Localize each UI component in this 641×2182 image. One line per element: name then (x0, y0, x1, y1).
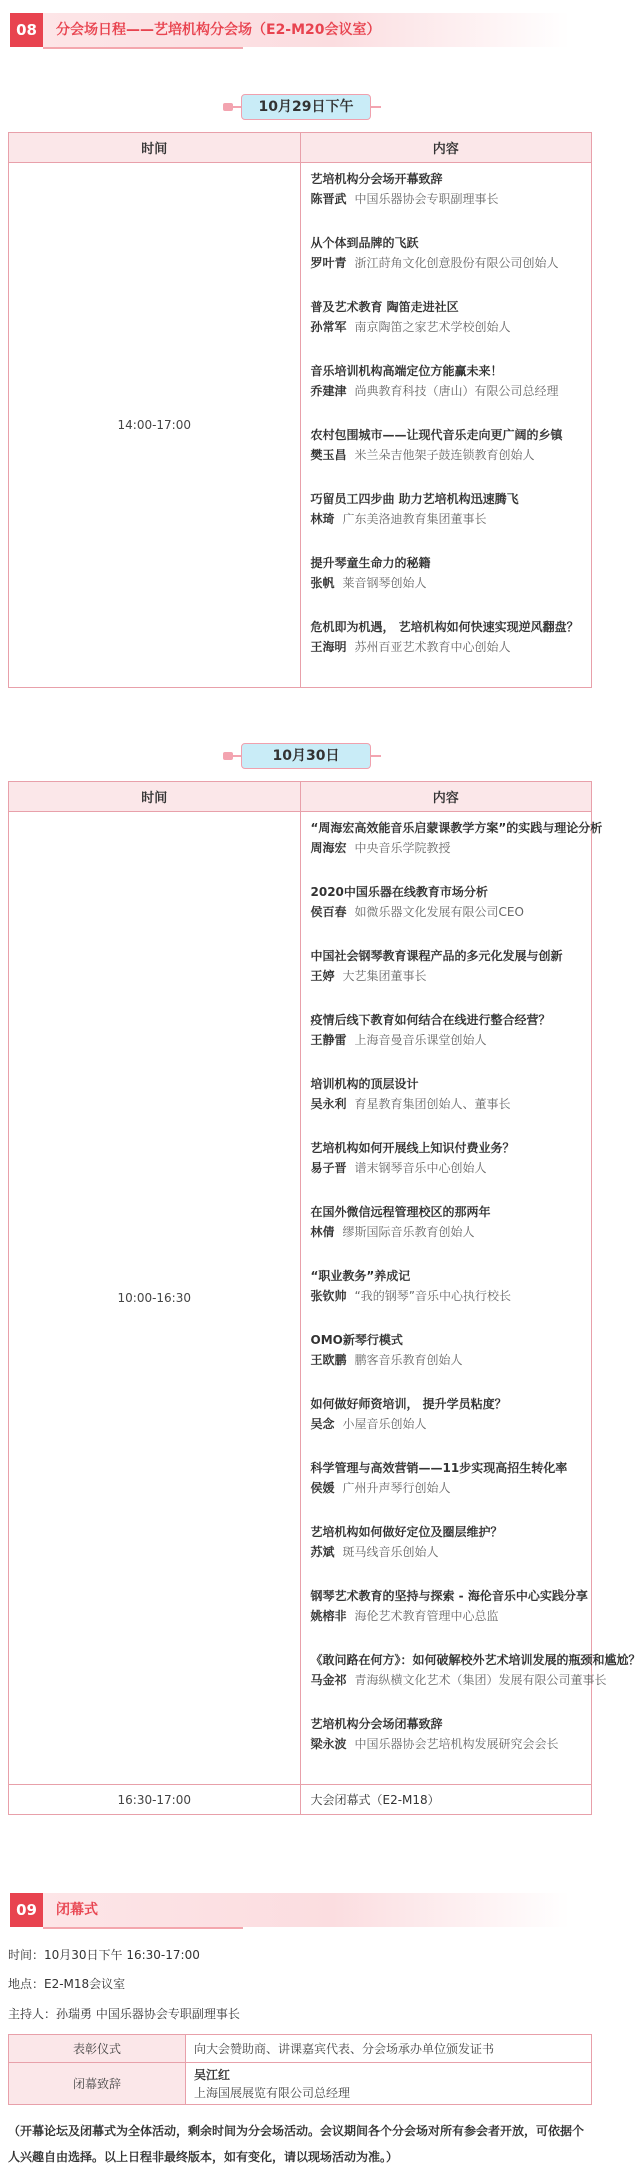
list-item (311, 1202, 592, 1266)
speaker-role: 中央音乐学院教授 (354, 841, 451, 855)
date-pill-day2 (241, 743, 371, 769)
content-cell (300, 163, 592, 688)
closing-time: 时间：10月30日下午 16:30-17:00 (8, 1948, 200, 1962)
list-item (311, 1074, 592, 1138)
speaker-role: 浙江莳角文化创意股份有限公司创始人 (354, 256, 559, 270)
list-item (311, 169, 592, 233)
list-item (311, 425, 592, 489)
section-title: 闭幕式 (56, 1902, 98, 1918)
talk-title: 如何做好师资培训， 提升学员粘度？ (310, 1397, 507, 1411)
list-item (311, 1458, 592, 1522)
table-row (9, 2063, 592, 2105)
speech-role: 上海国展展览有限公司总经理 (194, 2085, 351, 2100)
talk-title: 音乐培训机构高端定位方能赢未来！ (310, 364, 503, 378)
section-number: 08 (10, 13, 43, 47)
talk-title: 中国社会钢琴教育课程产品的多元化发展与创新 (310, 949, 563, 963)
award-value: 向大会赞助商、讲课嘉宾代表、分会场承办单位颁发证书 (186, 2035, 592, 2063)
table-row (9, 163, 592, 688)
speaker-name: 王婷 (310, 969, 335, 983)
speaker-name: 马金祁 (310, 1673, 347, 1687)
speaker-role: 尚典教育科技（唐山）有限公司总经理 (354, 384, 559, 398)
speaker-role: 青海纵横文化艺术（集团）发展有限公司董事长 (354, 1673, 607, 1687)
section-title: 分会场日程——艺培机构分会场（E2-M20会议室） (56, 22, 381, 38)
speaker-name: 侯百春 (310, 905, 347, 919)
section-09-banner (10, 1893, 570, 1927)
list-item (310, 818, 603, 882)
date-label: 10月30日 (241, 743, 371, 769)
time-cell: 10:00-16:30 (9, 812, 301, 1785)
speaker-name: 吴永利 (310, 1097, 347, 1111)
speaker-name: 姚榕非 (310, 1609, 347, 1623)
speaker-name: 陈晋武 (310, 192, 347, 206)
table-row (9, 1785, 592, 1815)
closing-place: 地点：E2-M18会议室 (8, 1977, 126, 1991)
talk-title: 普及艺术教育 陶笛走进社区 (310, 300, 459, 314)
list-item (311, 1586, 592, 1650)
speaker-name: 樊玉昌 (310, 448, 347, 462)
list-item (311, 1266, 592, 1330)
list-item (311, 1522, 592, 1586)
list-item (311, 1714, 592, 1778)
time-cell: 16:30-17:00 (9, 1785, 301, 1815)
speaker-role: 大艺集团董事长 (342, 969, 427, 983)
speaker-role: 海伦艺术教育管理中心总监 (354, 1609, 499, 1623)
list-item (311, 1138, 592, 1202)
talk-title: 危机即为机遇， 艺培机构如何快速实现逆风翻盘？ (310, 620, 579, 634)
talk-title: 农村包围城市——让现代音乐走向更广阔的乡镇 (310, 428, 563, 442)
talk-title: 提升琴童生命力的秘籍 (310, 556, 431, 570)
header-content: 内容 (300, 782, 592, 812)
header-content: 内容 (300, 133, 592, 163)
talk-title: 科学管理与高效营销——11步实现高招生转化率 (310, 1461, 568, 1475)
list-item (311, 946, 592, 1010)
speaker-role: 南京陶笛之家艺术学校创始人 (354, 320, 511, 334)
speaker-role: 中国乐器协会专职副理事长 (354, 192, 499, 206)
speaker-name: 王静雷 (310, 1033, 347, 1047)
list-item (311, 553, 592, 617)
speech-name: 吴江红 (194, 2067, 231, 2082)
time-cell: 14:00-17:00 (9, 163, 301, 688)
speaker-role: 莱音钢琴创始人 (342, 576, 427, 590)
speaker-role: 如微乐器文化发展有限公司CEO (354, 905, 524, 919)
talk-title: 艺培机构分会场闭幕致辞 (310, 1717, 443, 1731)
closing-note: （开幕论坛及闭幕式为全体活动，剩余时间为分会场活动。会议期间各个分会场对所有参会者开放，可依据个人兴趣自由选择。以上日程非最终版本，如有变化，请以现场活动为准。） (8, 2124, 585, 2164)
speaker-role: 育星教育集团创始人、董事长 (354, 1097, 511, 1111)
speaker-role: 鹏客音乐教育创始人 (354, 1353, 463, 1367)
list-item (311, 617, 592, 681)
speaker-role: 谱末钢琴音乐中心创始人 (354, 1161, 487, 1175)
speaker-role: “我的钢琴”音乐中心执行校长 (354, 1289, 511, 1303)
list-item (311, 882, 592, 946)
speaker-role: 苏州百亚艺术教育中心创始人 (354, 640, 511, 654)
talk-title: 艺培机构如何开展线上知识付费业务？ (310, 1141, 515, 1155)
schedule-table-day2 (8, 781, 641, 1815)
date-label: 10月29日下午 (241, 94, 371, 120)
date-pill-day1 (241, 94, 371, 120)
list-item (310, 1650, 641, 1714)
closing-table (8, 2034, 592, 2105)
list-item (311, 489, 592, 553)
talk-title: 2020中国乐器在线教育市场分析 (310, 885, 488, 899)
talk-title: 艺培机构如何做好定位及圈层维护？ (310, 1525, 503, 1539)
talk-title: 在国外微信远程管理校区的那两年 (310, 1205, 491, 1219)
speaker-name: 乔建津 (310, 384, 347, 398)
list-item (311, 1330, 592, 1394)
list-item (311, 297, 592, 361)
speaker-role: 广州升声琴行创始人 (342, 1481, 451, 1495)
speaker-role: 米兰朵吉他架子鼓连锁教育创始人 (354, 448, 535, 462)
section-number: 09 (10, 1893, 43, 1927)
talk-title: 艺培机构分会场开幕致辞 (310, 172, 443, 186)
speaker-name: 罗叶青 (310, 256, 347, 270)
talk-title: 钢琴艺术教育的坚持与探索 - 海伦音乐中心实践分享 (310, 1589, 588, 1603)
content-cell: 大会闭幕式（E2-M18） (300, 1785, 592, 1815)
table-row (9, 812, 592, 1785)
speaker-role: 斑马线音乐创始人 (342, 1545, 439, 1559)
header-time: 时间 (9, 782, 301, 812)
list-item (311, 361, 592, 425)
talk-title: OMO新琴行模式 (310, 1333, 403, 1347)
talk-title: “周海宏高效能音乐启蒙课教学方案”的实践与理论分析 (310, 821, 603, 835)
talk-title: “职业教务”养成记 (310, 1269, 411, 1283)
list-item (311, 233, 592, 297)
award-label: 表彰仪式 (9, 2035, 186, 2063)
talk-title: 疫情后线下教育如何结合在线进行整合经营？ (310, 1013, 551, 1027)
speaker-name: 苏斌 (310, 1545, 335, 1559)
speaker-role: 缪斯国际音乐教育创始人 (342, 1225, 475, 1239)
speaker-name: 梁永波 (310, 1737, 347, 1751)
speaker-role: 广东美洛迪教育集团董事长 (342, 512, 487, 526)
talk-title: 培训机构的顶层设计 (310, 1077, 419, 1091)
list-item (311, 1010, 592, 1074)
speaker-name: 吴念 (310, 1417, 335, 1431)
speaker-name: 张帆 (310, 576, 335, 590)
section-08-banner (10, 13, 570, 47)
speaker-name: 孙常军 (310, 320, 347, 334)
header-time: 时间 (9, 133, 301, 163)
speaker-role: 中国乐器协会艺培机构发展研究会会长 (354, 1737, 559, 1751)
table-header-row (9, 782, 592, 812)
talk-title: 《敢问路在何方》：如何破解校外艺术培训发展的瓶颈和尴尬？ (310, 1653, 641, 1667)
speaker-name: 张钦帅 (310, 1289, 347, 1303)
speaker-name: 林琦 (310, 512, 335, 526)
speaker-name: 林倩 (310, 1225, 335, 1239)
speaker-role: 小屋音乐创始人 (342, 1417, 427, 1431)
talk-title: 巧留员工四步曲 助力艺培机构迅速腾飞 (310, 492, 519, 506)
closing-host: 主持人：孙瑞勇 中国乐器协会专职副理事长 (8, 2007, 240, 2021)
speaker-name: 周海宏 (310, 841, 347, 855)
talk-title: 从个体到品牌的飞跃 (310, 236, 419, 250)
table-header-row (9, 133, 592, 163)
speaker-role: 上海音曼音乐课堂创始人 (354, 1033, 487, 1047)
schedule-table-day1 (8, 132, 592, 688)
table-row (9, 2035, 592, 2063)
speaker-name: 王海明 (310, 640, 347, 654)
speech-label: 闭幕致辞 (9, 2063, 186, 2105)
speaker-name: 易子晋 (310, 1161, 347, 1175)
list-item (311, 1394, 592, 1458)
speaker-name: 侯媛 (310, 1481, 335, 1495)
content-cell (300, 812, 641, 1785)
speaker-name: 王欧鹏 (310, 1353, 347, 1367)
